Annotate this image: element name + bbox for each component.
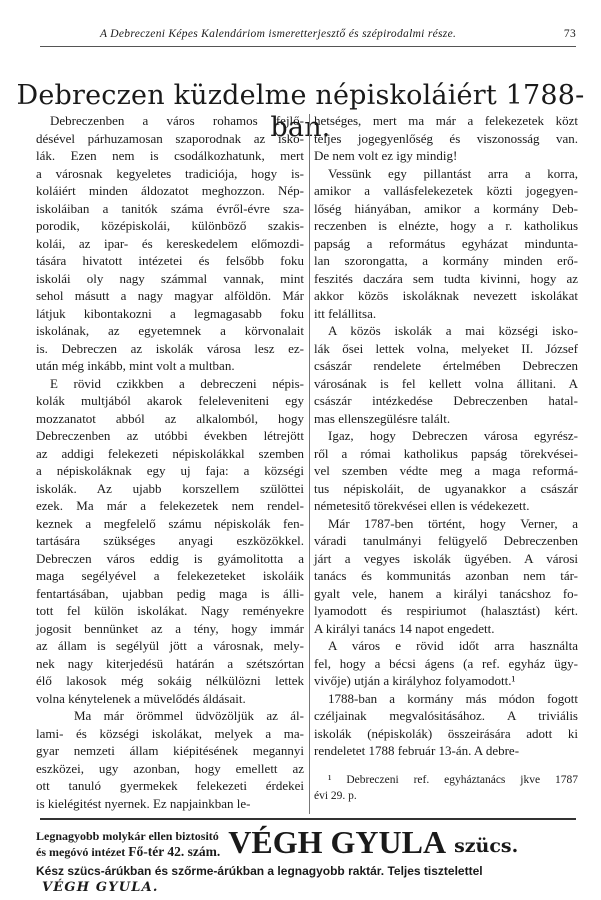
text-line: vel szemben védte meg a maga reformá- xyxy=(314,463,578,478)
paragraph xyxy=(314,427,578,515)
text-line: volna kénytelenek a müvelődés áldásait. xyxy=(36,690,246,706)
ad-line-1: Legnagyobb molykár ellen biztositó xyxy=(36,829,219,843)
text-line: a népiskoláknak egy uj faja: a községi xyxy=(36,463,304,478)
ad-brand: VÉGH GYULA xyxy=(228,824,447,860)
text-line: mas ellenszegülésre talált. xyxy=(314,410,451,426)
text-line: németesitő törekvései ellen is védekezett. xyxy=(314,498,530,513)
paragraph xyxy=(314,165,578,323)
text-line: Debreczenben az utóbbi években létrejött xyxy=(36,428,304,443)
ad-left-block xyxy=(36,828,220,860)
text-line: porodik, középiskolái, különböző szakis- xyxy=(36,218,304,233)
text-line: A város e rövid időt arra használta xyxy=(328,638,578,653)
text-line: lyamodott és respiriumot (halasztást) kért. xyxy=(314,603,578,618)
text-line: kolái, az ipar- és kereskedelem előmozdi- xyxy=(36,235,304,251)
text-line: Vessünk egy pillantást arra a korra, xyxy=(328,165,578,181)
text-line: iskolának, az egyetemnek a körvonalait xyxy=(36,323,304,338)
text-line: eszközei, ugy azonban, hogy emellett az xyxy=(36,760,304,776)
text-line: tartására szükséges anyagi eszközökkel. xyxy=(36,533,304,548)
footnote-line: ¹ Debreczeni ref. egyháztanács jkve 1787 xyxy=(328,773,578,786)
text-line: sehol másutt a nagy magyar alföldön. Már xyxy=(36,288,304,303)
text-line: tott fel külön iskolákat. Nagy reményekre xyxy=(36,603,304,618)
text-line: az addigi felekezeti népiskolákkal szemben xyxy=(36,445,304,461)
text-line: akkor közös iskoláknak nevezett iskolákat xyxy=(314,288,578,303)
text-line: iskolák. Az ujabb korszellem szülöttei xyxy=(36,480,304,496)
paragraph xyxy=(314,690,578,760)
paragraph xyxy=(314,515,578,638)
text-line: czéljainak megvalósitásához. A triviális xyxy=(314,708,578,723)
text-line: lák. Ezen nem is csodálkozhatunk, mert xyxy=(36,148,304,163)
ad-line-2-a: és megóvó intézet xyxy=(36,845,126,859)
text-line: járt a vegyes iskolák ügyében. A városi xyxy=(314,550,578,566)
text-line: vivője) utján a királyhoz folyamodott.¹ xyxy=(314,673,516,688)
ad-signature: VÉGH GYULA. xyxy=(42,880,159,895)
text-line: lan szorongatta, a kormány minden erő- xyxy=(314,253,578,268)
text-line: kolák multjából akarok feleleveniteni egy xyxy=(36,393,304,408)
text-line: városának is fel kellett volna állitani. A xyxy=(314,375,578,391)
text-line: tus népiskoláit, de ugyanakkor a császár xyxy=(314,480,578,496)
text-line: látjuk kibontakozni a legmagasabb foku xyxy=(36,305,304,321)
text-line: keznek a megfelelő számu népiskolák fen- xyxy=(36,515,304,531)
text-line: désével párhuzamosan szaporodnak az isko- xyxy=(36,130,304,146)
text-line: császár intézkedése Debreczenben hatal- xyxy=(314,393,578,408)
text-line: váradi tanulmányi felügyelő Debreczenben xyxy=(314,533,578,548)
text-line: Igaz, hogy Debreczen városa egyrész- xyxy=(328,428,578,443)
text-line: tására hivatott intézetei és felsőbb foku xyxy=(36,253,304,268)
text-line: koláiért minden áldozatot meghozzon. Nép- xyxy=(36,183,304,198)
article-title: Debreczen küzdelme népiskoláiért 1788-ban. xyxy=(16,80,585,143)
text-line: is. Debreczen az iskolák városa lesz ez- xyxy=(36,340,304,356)
ad-top-row xyxy=(36,822,580,860)
text-line: gyar nemzeti állam kiépitésének megannyi xyxy=(36,743,304,758)
text-line: lami- és községi iskolákat, melyek a ma- xyxy=(36,725,304,741)
text-line: feszités daczára sem tudta kivinni, hogy az xyxy=(314,270,578,286)
text-line: iskoláiban a tanitók száma évről-évre sza- xyxy=(36,200,304,216)
paragraph xyxy=(36,375,304,708)
text-line: De nem volt ez igy mindig! xyxy=(314,148,458,163)
text-line: is kielégitést nyernek. Ez napjainkban le- xyxy=(36,795,251,811)
text-line: élő lakosok még sokáig nélkülözni lettek xyxy=(36,673,304,688)
text-line: után még inkább, mint volt a multban. xyxy=(36,358,235,373)
footer-rule xyxy=(40,818,576,820)
text-line: jogosit bennünket az a tény, hogy immár xyxy=(36,620,304,636)
text-line: lőség hiányában, amikor a kormány Deb- xyxy=(314,200,578,216)
text-line: Már 1787-ben történt, hogy Verner, a xyxy=(328,515,578,531)
text-line: teljes jogegyenlőség és viszonosság van. xyxy=(314,130,578,146)
text-line: maga segélyével a felekezeteket iskoláik xyxy=(36,568,304,583)
right-column xyxy=(314,112,578,804)
ad-line-2 xyxy=(36,844,220,860)
running-head-title: A Debreczeni Képes Kalendáriom ismeretterjesztő és szépirodalmi része. xyxy=(100,28,457,40)
advertisement xyxy=(36,822,580,896)
text-line: papság a református egyházat minduntа- xyxy=(314,235,578,251)
text-line: tanács és kommunitás azonban nem tár- xyxy=(314,568,578,583)
paragraph xyxy=(314,322,578,427)
text-line: lák ősei lettek volna, melyeket II. József xyxy=(314,340,578,356)
text-line: ott tanuló gyermekek felekezeti érdekei xyxy=(36,778,304,793)
footnote-line: évi 29. p. xyxy=(314,789,357,802)
text-line: mozzanatot abból az alkalomból, hogy xyxy=(36,410,304,426)
text-line: Ma már örömmel üdvözöljük az ál- xyxy=(74,708,304,723)
text-line: hetséges, mert ma már a felekezetek közt xyxy=(314,113,578,128)
column-divider xyxy=(309,114,310,814)
running-head xyxy=(40,28,576,44)
text-line: fentartásában, ujabban pedig maga is álli- xyxy=(36,585,304,601)
paragraph xyxy=(36,707,304,812)
text-line: ezek. Ma már a felekezetek nem rendel- xyxy=(36,498,304,513)
text-line: ről a római katholikus papság törekvései- xyxy=(314,445,578,461)
footnote xyxy=(314,772,578,804)
left-column xyxy=(36,112,304,812)
text-line: a városnak kegyeletes tradiciója, hogy is- xyxy=(36,165,304,181)
text-line: iskolák (népiskolák) összeirására adott ki xyxy=(314,725,578,741)
text-line: Debreczen város eddig is gyámolitotta a xyxy=(36,550,304,566)
page-number: 73 xyxy=(563,28,576,40)
text-line: reczenben is elnézte, hogy a r. katholikus xyxy=(314,218,578,233)
text-line: Debreczenben a város rohamos fejlő- xyxy=(50,113,304,128)
text-line: császár rendelete értelmében Debreczen xyxy=(314,358,578,373)
text-line: rendeletet 1788 február 13-án. A debre- xyxy=(314,743,520,758)
paragraph xyxy=(36,112,304,375)
spacer xyxy=(314,760,578,772)
text-line: itt felállitsa. xyxy=(314,305,377,321)
text-line: gyalt vele, hanem a királyi tanácshoz fo- xyxy=(314,585,578,601)
text-line: 1788-ban a kormány más módon fogott xyxy=(328,690,578,706)
text-line: az állam is segélyül jött a városnak, mely- xyxy=(36,638,304,653)
paragraph xyxy=(314,637,578,690)
text-line: iskolái oly nagy számmal vannak, mint xyxy=(36,270,304,286)
text-line: fel, hogy a bécsi ágens (a ref. egyház ügy- xyxy=(314,655,578,671)
text-line: E rövid czikkben a debreczeni népis- xyxy=(50,375,304,391)
text-line: A közös iskolák a mai községi isko- xyxy=(328,323,578,338)
ad-line-3: Kész szücs-árúkban és szőrme-árúkban a legnagyobb raktár. Teljes tisztelettel xyxy=(36,864,483,878)
paragraph xyxy=(314,112,578,165)
ad-bottom-row xyxy=(36,863,580,896)
ad-trade: szücs. xyxy=(454,835,519,857)
text-line: nek nagy kiterjedésü határán a szétszórtan xyxy=(36,655,304,671)
header-rule xyxy=(40,46,576,47)
ad-address: Fő-tér 42. szám. xyxy=(128,844,221,859)
text-line: A királyi tanács 14 napot engedett. xyxy=(314,620,495,636)
text-line: amikor a vallásfelekezetek közti jogegyen- xyxy=(314,183,578,198)
